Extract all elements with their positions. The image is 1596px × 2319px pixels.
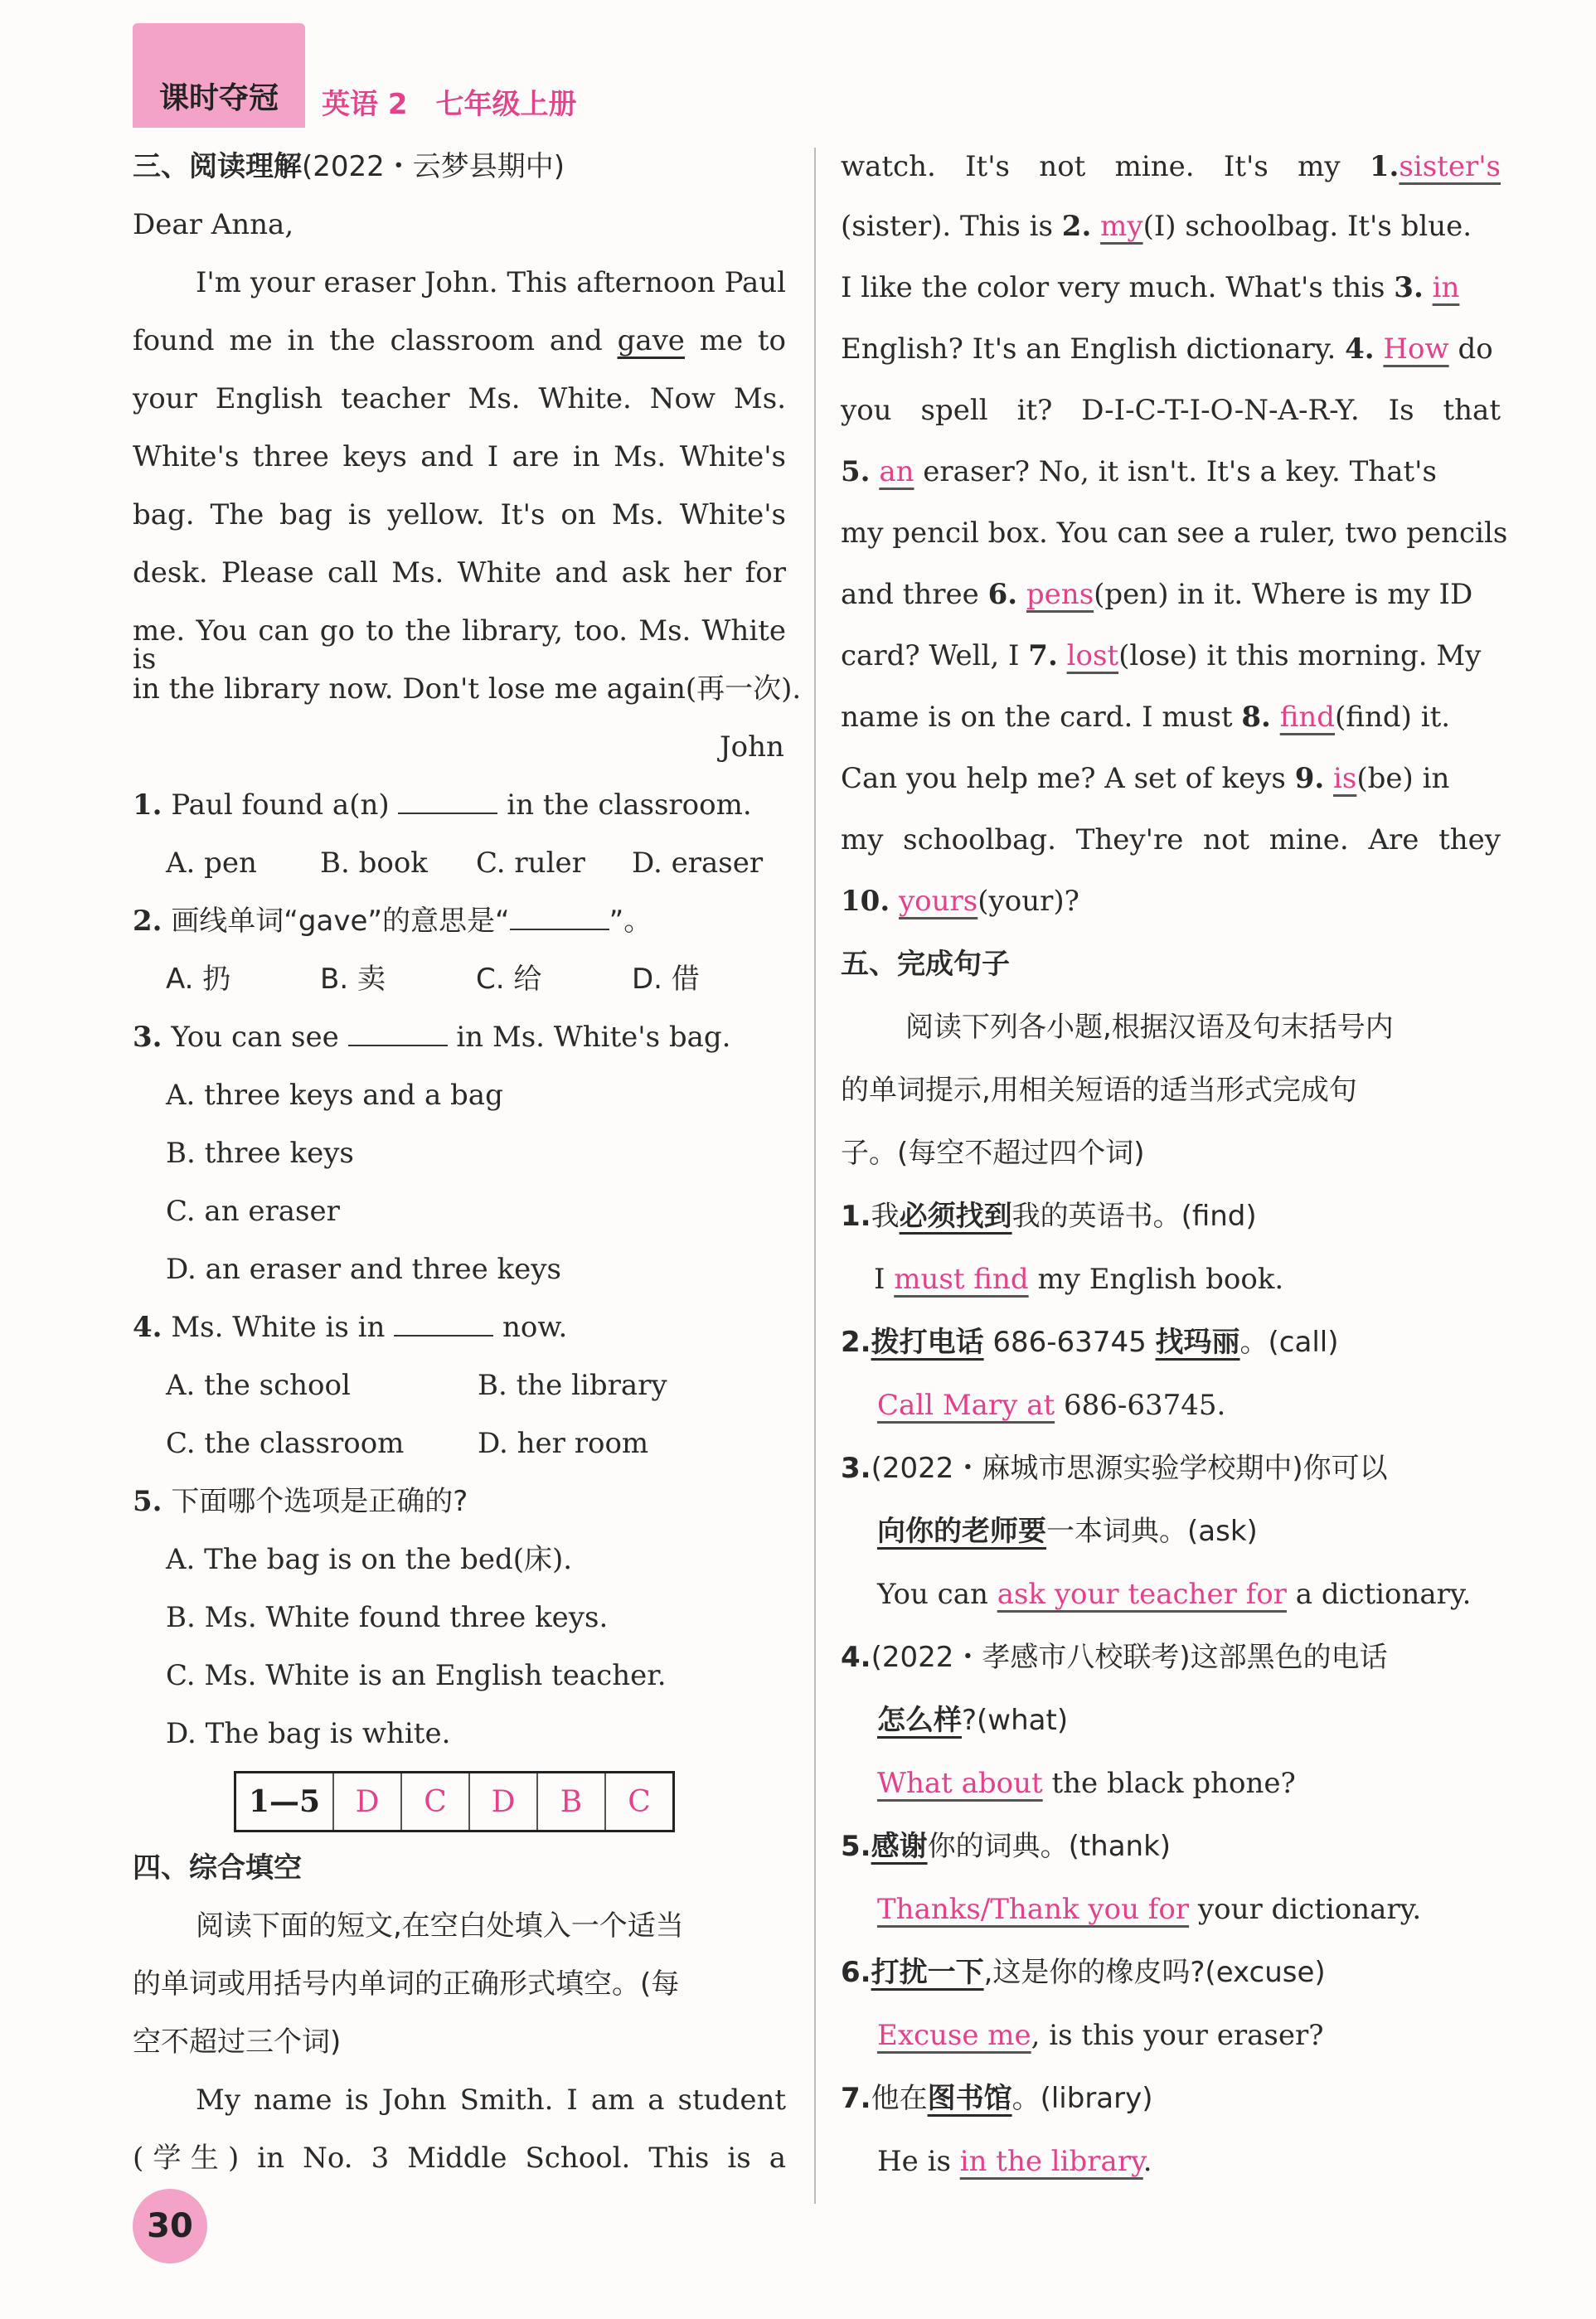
prompt-key-phrase: 感谢	[871, 1830, 928, 1863]
answer-4: B	[536, 1773, 604, 1830]
answer-box-label: 1—5	[248, 1784, 321, 1819]
passage-text: do	[1458, 332, 1493, 366]
passage-line-7: my pencil box. You can see a ruler, two pencils	[841, 517, 1508, 550]
question-4-text: Ms. White is in	[171, 1311, 386, 1344]
q3-option-d: D. an eraser and three keys	[166, 1253, 561, 1286]
prompt-key-phrase: 图书馆	[927, 2082, 1012, 2115]
letter-line-4: White's three keys and I are in Ms. White's	[133, 440, 786, 473]
q1-option-b: B. book	[320, 847, 428, 880]
answer-1: D	[332, 1773, 400, 1830]
answer-text: a dictionary.	[1295, 1578, 1472, 1611]
blank-answer-6: pens	[1026, 578, 1094, 611]
answer-blank	[394, 1335, 493, 1337]
question-3	[133, 1021, 731, 1054]
question-5-text: 下面哪个选项是正确的?	[171, 1485, 468, 1518]
section-3-title: 三、阅读理解	[133, 150, 302, 183]
blank-answer-3: in	[1432, 271, 1460, 304]
question-5-number: 5.	[133, 1485, 163, 1518]
answer-text: your dictionary.	[1197, 1893, 1422, 1926]
sentence-4-prompt-cont	[877, 1704, 1069, 1737]
section-3-source: (2022・云梦县期中)	[302, 150, 565, 183]
passage-line-11	[841, 764, 1449, 793]
answer-text: You can	[877, 1578, 988, 1611]
sentence-number: 3.	[841, 1452, 871, 1485]
passage-text: card? Well, I	[841, 639, 1020, 672]
answer-blank	[510, 929, 609, 930]
answer-blank	[348, 1045, 448, 1046]
passage-line-9	[841, 639, 1482, 672]
blank-number-7: 7.	[1028, 639, 1058, 672]
sentence-1-answer	[874, 1263, 1284, 1296]
blank-answer-4: How	[1383, 332, 1449, 366]
question-4-number: 4.	[133, 1311, 163, 1344]
passage-text: English? It's an English dictionary.	[841, 332, 1336, 366]
section-5-instr-1: 阅读下列各小题,根据汉语及句末括号内	[905, 1011, 1394, 1044]
blank-number-10: 10.	[841, 885, 890, 918]
answer-text: .	[1142, 2145, 1152, 2178]
blank-number-9: 9.	[1294, 762, 1325, 795]
q4-option-b: B. the library	[478, 1369, 667, 1402]
question-3-text-end: in Ms. White's bag.	[456, 1021, 731, 1054]
q5-option-a: A. The bag is on the bed(床).	[166, 1543, 573, 1576]
question-1-text: Paul found a(n)	[171, 788, 390, 822]
passage-text: (I) schoolbag. It's blue.	[1142, 210, 1472, 243]
q3-option-b: B. three keys	[166, 1137, 354, 1170]
section-4-instr-1: 阅读下面的短文,在空白处填入一个适当	[196, 1909, 684, 1943]
sentence-6-answer	[877, 2021, 1323, 2050]
question-2-number: 2.	[133, 905, 163, 938]
sentence-4-answer	[877, 1767, 1296, 1800]
passage-line-6	[841, 455, 1437, 488]
sentence-5-prompt	[841, 1832, 1171, 1861]
answer-text: He is	[877, 2145, 951, 2178]
letter-line-2	[133, 324, 786, 357]
prompt-key-phrase: 拨打电话	[871, 1326, 984, 1359]
answer-blank	[398, 813, 497, 814]
fill-answer: Call Mary at	[877, 1389, 1055, 1422]
question-1-number: 1.	[133, 788, 163, 822]
prompt-text: 我	[871, 1200, 900, 1233]
sentence-number: 4.	[841, 1641, 871, 1674]
blank-answer-8: find	[1279, 701, 1336, 734]
q5-option-b: B. Ms. White found three keys.	[166, 1601, 609, 1634]
q4-option-d: D. her room	[478, 1427, 649, 1460]
prompt-text: ?(what)	[962, 1704, 1069, 1737]
page-number: 30	[133, 2189, 207, 2263]
sentence-number: 6.	[841, 1956, 871, 1989]
header-tab-label: 课时夺冠	[158, 81, 279, 115]
sentence-2-prompt	[841, 1326, 1339, 1359]
answer-text: , is this your eraser?	[1031, 2019, 1324, 2052]
answer-text: my English book.	[1037, 1263, 1284, 1296]
letter-line-3: your English teacher Ms. White. Now Ms.	[133, 382, 786, 415]
blank-number-6: 6.	[987, 578, 1018, 611]
question-2-text: 画线单词“gave”的意思是“	[171, 905, 510, 938]
prompt-text: 你的词典。(thank)	[927, 1830, 1172, 1863]
sentence-3-answer	[877, 1578, 1472, 1611]
q3-option-a: A. three keys and a bag	[166, 1079, 503, 1112]
section-3-heading	[133, 150, 565, 183]
section-4-instr-2: 的单词或用括号内单词的正确形式填空。(每	[133, 1967, 680, 2001]
question-4	[133, 1311, 568, 1344]
q4-option-a: A. the school	[166, 1369, 351, 1402]
question-1	[133, 788, 752, 822]
blank-number-3: 3.	[1394, 271, 1424, 304]
passage-text: name is on the card. I must	[841, 701, 1233, 734]
blank-answer-2: my	[1100, 210, 1143, 243]
section-5-instr-2: 的单词提示,用相关短语的适当形式完成句	[841, 1074, 1357, 1107]
sentence-4-prompt	[841, 1641, 1388, 1674]
answer-text: the black phone?	[1051, 1767, 1296, 1800]
q1-option-d: D. eraser	[632, 847, 764, 880]
sentence-1-prompt	[841, 1200, 1257, 1233]
sentence-7-prompt	[841, 2084, 1153, 2113]
fill-answer: What about	[877, 1767, 1043, 1800]
sentence-number: 2.	[841, 1326, 871, 1359]
sentence-3-prompt-cont	[877, 1515, 1258, 1548]
question-2-text-end: ”。	[609, 905, 652, 938]
section-4-instr-3: 空不超过三个词)	[133, 2025, 342, 2059]
fill-answer: in the library	[959, 2145, 1143, 2178]
column-divider	[814, 148, 816, 2204]
header-tab	[133, 23, 305, 128]
question-3-text: You can see	[171, 1021, 339, 1054]
answer-2: C	[400, 1773, 468, 1830]
passage-line-13	[841, 885, 1079, 918]
passage-text: and three	[841, 578, 979, 611]
blank-answer-5: an	[879, 455, 914, 488]
prompt-text: 。(call)	[1239, 1326, 1339, 1359]
passage-line-10	[841, 701, 1451, 734]
blank-number-4: 4.	[1345, 332, 1375, 366]
section-4-title: 四、综合填空	[133, 1851, 302, 1885]
header-subject: 英语 2 七年级上册	[322, 88, 577, 121]
prompt-key-phrase: 找玛丽	[1155, 1326, 1240, 1359]
passage-text: watch. It's not mine. It's my	[841, 150, 1341, 183]
prompt-key-phrase: 打扰一下	[871, 1956, 984, 1989]
q1-option-a: A. pen	[166, 847, 257, 880]
letter-salutation: Dear Anna,	[133, 208, 294, 241]
blank-answer-9: is	[1333, 762, 1357, 795]
passage-line-1	[841, 150, 1501, 183]
sentence-number: 1.	[841, 1200, 871, 1233]
letter-line-5: bag. The bag is yellow. It's on Ms. White's	[133, 498, 786, 531]
prompt-text: 。(library)	[1011, 2082, 1153, 2115]
passage-text: (sister). This is	[841, 210, 1053, 243]
blank-number-2: 2.	[1061, 210, 1092, 243]
sentence-5-answer	[877, 1895, 1421, 1924]
passage-text: eraser? No, it isn't. It's a key. That's	[923, 455, 1437, 488]
prompt-text: 一本词典。(ask)	[1046, 1515, 1258, 1548]
passage-text: (your)?	[977, 885, 1079, 918]
q1-option-c: C. ruler	[476, 847, 585, 880]
answer-box	[234, 1771, 675, 1832]
letter-line-1: I'm your eraser John. This afternoon Paul	[196, 266, 786, 299]
section-4-passage-1: My name is John Smith. I am a student	[196, 2084, 786, 2117]
passage-text: (pen) in it. Where is my ID	[1094, 578, 1473, 611]
underlined-word-gave: gave	[617, 324, 685, 357]
prompt-key-phrase: 向你的老师要	[877, 1515, 1046, 1548]
question-3-number: 3.	[133, 1021, 163, 1054]
answer-3: D	[468, 1773, 536, 1830]
question-4-text-end: now.	[502, 1311, 568, 1344]
blank-answer-1: sister's	[1399, 150, 1501, 183]
fill-answer: Thanks/Thank you for	[877, 1893, 1190, 1926]
blank-number-8: 8.	[1241, 701, 1271, 734]
section-4-passage-2: (学生) in No. 3 Middle School. This is a	[133, 2142, 786, 2175]
section-5-title: 五、完成句子	[841, 948, 1010, 981]
blank-number-5: 5.	[841, 455, 871, 488]
q5-option-d: D. The bag is white.	[166, 1717, 451, 1750]
sentence-number: 7.	[841, 2082, 871, 2115]
answer-5: C	[604, 1773, 672, 1830]
letter-signature: John	[720, 730, 784, 764]
q4-option-c: C. the classroom	[166, 1427, 405, 1460]
passage-text: (be) in	[1356, 762, 1450, 795]
prompt-text: ,这是你的橡皮吗?(excuse)	[983, 1956, 1326, 1989]
passage-line-12: my schoolbag. They're not mine. Are they	[841, 823, 1501, 856]
letter-line-2-a: found me in the classroom and	[133, 324, 603, 357]
sentence-2-answer	[877, 1389, 1226, 1422]
q2-option-c: C. 给	[476, 963, 542, 996]
blank-answer-10: yours	[898, 885, 978, 918]
answer-text: 686-63745.	[1063, 1389, 1226, 1422]
fill-answer: must find	[894, 1263, 1029, 1296]
passage-text: (lose) it this morning. My	[1118, 639, 1482, 672]
prompt-text: 他在	[871, 2082, 928, 2115]
passage-line-8	[841, 580, 1472, 609]
passage-text: Can you help me? A set of keys	[841, 762, 1286, 795]
fill-answer: Excuse me	[877, 2019, 1031, 2052]
q2-option-d: D. 借	[632, 963, 700, 996]
prompt-key-phrase: 怎么样	[877, 1704, 962, 1737]
passage-text: I like the color very much. What's this	[841, 271, 1385, 304]
passage-line-2	[841, 210, 1472, 243]
letter-line-7: me. You can go to the library, too. Ms. White is	[133, 614, 786, 676]
blank-number-1: 1.	[1369, 150, 1400, 183]
letter-line-6: desk. Please call Ms. White and ask her for	[133, 556, 786, 589]
sentence-3-prompt	[841, 1452, 1388, 1485]
section-5-instr-3: 子。(每空不超过四个词)	[841, 1137, 1145, 1170]
prompt-text: (2022・孝感市八校联考)这部黑色的电话	[871, 1641, 1388, 1674]
q5-option-c: C. Ms. White is an English teacher.	[166, 1659, 667, 1692]
passage-line-3	[841, 271, 1460, 304]
passage-line-5: you spell it? D-I-C-T-I-O-N-A-R-Y. Is that	[841, 394, 1501, 427]
question-5	[133, 1487, 468, 1516]
prompt-text: 我的英语书。(find)	[1011, 1200, 1257, 1233]
passage-line-4	[841, 332, 1493, 366]
letter-line-8: in the library now. Don't lose me again(再一次).	[133, 672, 802, 706]
q2-option-a: A. 扔	[166, 963, 231, 996]
sentence-number: 5.	[841, 1830, 871, 1863]
sentence-6-prompt	[841, 1958, 1326, 1987]
letter-line-2-b: me to	[699, 324, 786, 357]
sentence-7-answer	[877, 2147, 1152, 2176]
fill-answer: ask your teacher for	[997, 1578, 1287, 1611]
question-1-text-end: in the classroom.	[507, 788, 752, 822]
prompt-key-phrase: 必须找到	[899, 1200, 1012, 1233]
answer-text: I	[874, 1263, 885, 1296]
blank-answer-7: lost	[1066, 639, 1119, 672]
q2-option-b: B. 卖	[320, 963, 386, 996]
prompt-text: 686-63745	[992, 1326, 1147, 1359]
question-2	[133, 905, 652, 938]
passage-text: (find) it.	[1335, 701, 1451, 734]
q3-option-c: C. an eraser	[166, 1195, 340, 1228]
prompt-text: (2022・麻城市思源实验学校期中)你可以	[871, 1452, 1388, 1485]
